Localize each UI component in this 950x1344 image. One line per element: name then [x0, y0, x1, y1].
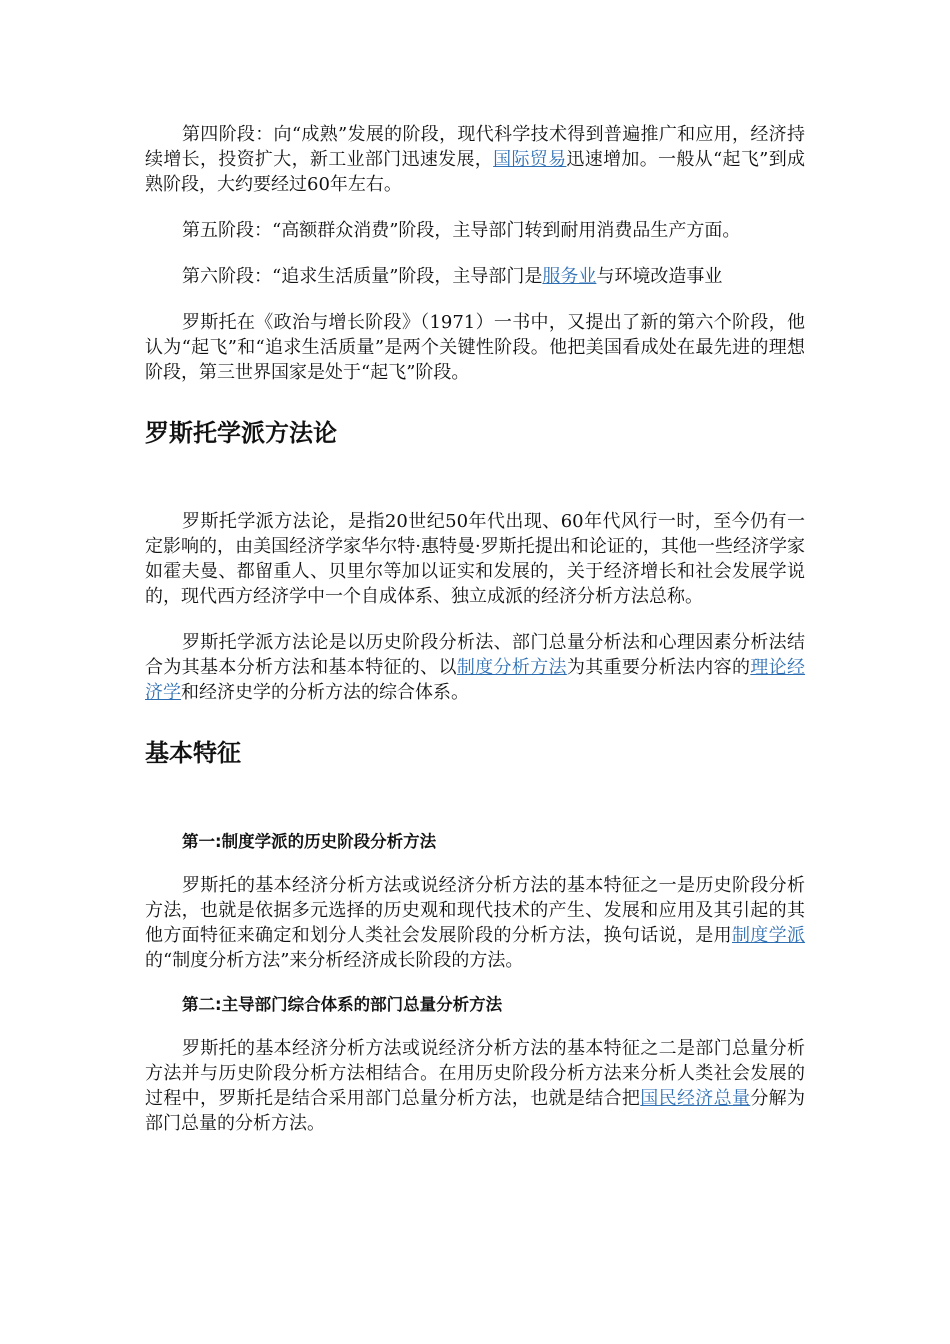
section-heading-basic-features: 基本特征	[145, 739, 241, 767]
paragraph-text: 和经济史学的分析方法的综合体系。	[181, 682, 469, 703]
paragraph-text: 罗斯托学派方法论，是指20世纪50年代出现、60年代风行一时，至今仍有一定影响的，由美国经济学家华尔特·惠特曼·罗斯托提出和论证的，其他一些经济学家如霍夫曼、都留重人、贝里尔等加以证实和发展的，关于经济增长和社会发展学说的，现代西方经济学中一个自成体系、独立成派的经济分析方法总称。	[145, 511, 805, 607]
paragraph-text: 第四阶段：向“成熟”发展的阶段，现代科学技术得到普遍推广和应用，经济持续增长，投资扩大，新工业部门迅速发展，	[145, 124, 805, 170]
paragraph-text: 罗斯托学派方法论是以历史阶段分析法、部门总量分析法和心理因素分析法结合为其基本分析方法和基本特征的、以	[145, 632, 805, 678]
paragraph-stage-five	[145, 218, 805, 243]
link-international-trade[interactable]: 国际贸易	[493, 149, 567, 170]
paragraph-text: 分解为部门总量的分析方法。	[145, 1088, 806, 1134]
subheading-feature-one: 第一:制度学派的历史阶段分析方法	[182, 832, 437, 851]
link-service-industry[interactable]: 服务业	[542, 266, 597, 287]
paragraph-text: 第五阶段：“高额群众消费”阶段，主导部门转到耐用消费品生产方面。	[182, 220, 741, 241]
paragraph-stage-four	[145, 122, 805, 197]
paragraph-text: 与环境改造事业	[596, 266, 723, 287]
link-national-economy-total[interactable]: 国民经济总量	[640, 1088, 751, 1109]
paragraph-text: 为其重要分析法内容的	[566, 657, 751, 678]
document-page	[145, 122, 805, 1136]
paragraph-text: 罗斯托的基本经济分析方法或说经济分析方法的基本特征之一是历史阶段分析方法，也就是依据多元选择的历史观和现代技术的产生、发展和应用及其引起的其他方面特征来确定和划分人类社会发展阶段的分析方法，换句话说，是用	[145, 875, 805, 946]
link-institutional-school[interactable]: 制度学派	[731, 925, 805, 946]
paragraph-feature-one	[145, 873, 805, 973]
link-institutional-analysis[interactable]: 制度分析方法	[456, 657, 567, 678]
paragraph-methodology-definition	[145, 509, 805, 609]
paragraph-text: 罗斯托在《政治与增长阶段》（1971）一书中，又提出了新的第六个阶段，他认为“起飞”和“追求生活质量”是两个关键性阶段。他把美国看成处在最先进的理想阶段，第三世界国家是处于“起飞”阶段。	[145, 312, 805, 383]
paragraph-text: 迅速增加。一般从“起飞”到成熟阶段，大约要经过60年左右。	[145, 149, 806, 195]
paragraph-text: 罗斯托的基本经济分析方法或说经济分析方法的基本特征之二是部门总量分析方法并与历史阶段分析方法相结合。在用历史阶段分析方法来分析人类社会发展的过程中，罗斯托是结合采用部门总量分析方法，也就是结合把	[145, 1038, 805, 1109]
paragraph-text: 的“制度分析方法”来分析经济成长阶段的方法。	[145, 950, 524, 971]
paragraph-text: 第六阶段：“追求生活质量”阶段，主导部门是	[182, 266, 543, 287]
section-heading-methodology: 罗斯托学派方法论	[145, 419, 337, 447]
link-theoretical-economics[interactable]: 理论经济学	[145, 657, 806, 703]
paragraph-rostow-1971	[145, 310, 805, 385]
subheading-feature-two: 第二:主导部门综合体系的部门总量分析方法	[182, 995, 503, 1014]
paragraph-feature-two	[145, 1036, 805, 1136]
paragraph-methodology-system	[145, 630, 805, 705]
paragraph-stage-six	[145, 264, 805, 289]
